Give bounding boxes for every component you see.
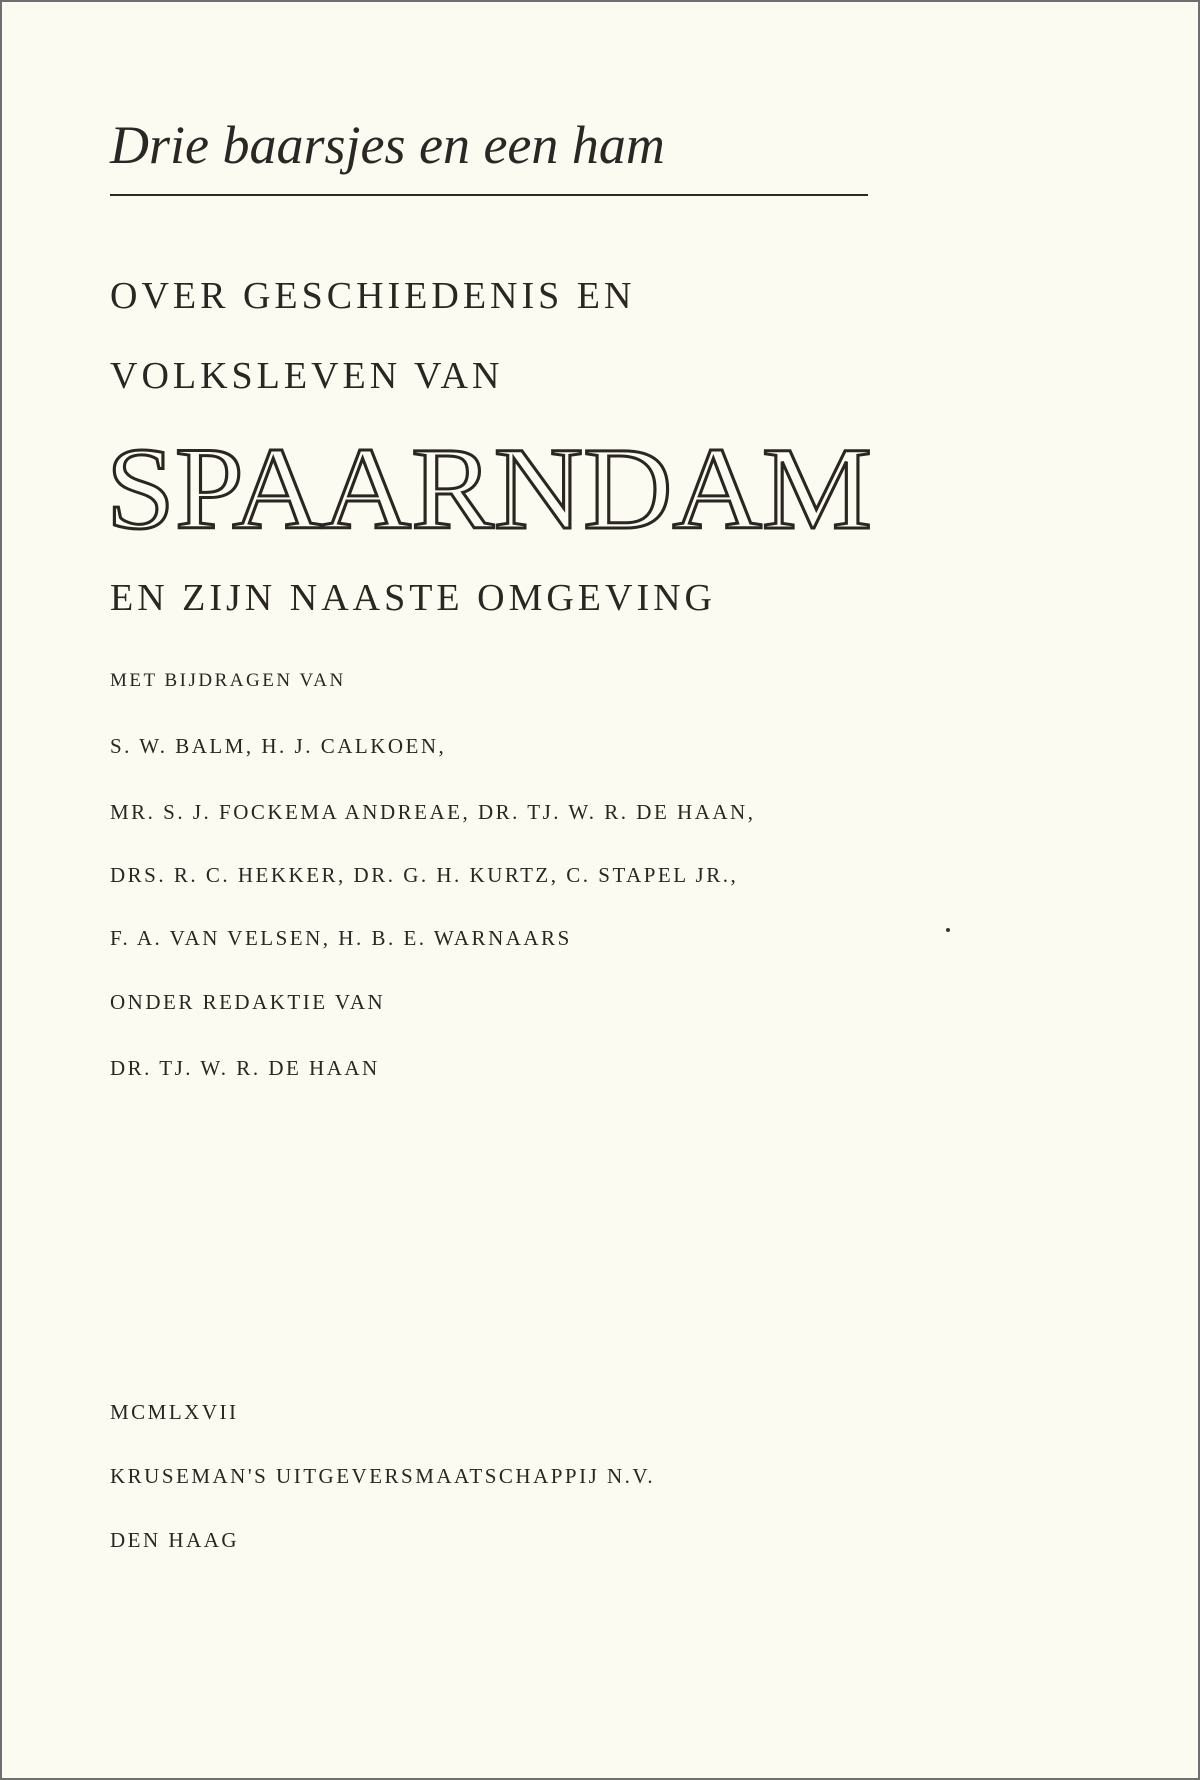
italic-title: Drie baarsjes en een ham: [110, 115, 665, 175]
paper-speck: [946, 928, 950, 932]
subtitle-line-2: VOLKSLEVEN VAN: [110, 355, 504, 397]
contributors-heading: MET BIJDRAGEN VAN: [110, 670, 346, 691]
editor-name: DR. TJ. W. R. DE HAAN: [110, 1056, 380, 1080]
contributor-line-2: MR. S. J. FOCKEMA ANDREAE, DR. TJ. W. R. DE HAAN,: [110, 800, 756, 824]
contributor-line-3: DRS. R. C. HEKKER, DR. G. H. KURTZ, C. STAPEL JR.,: [110, 863, 739, 887]
main-title-text: SPAARNDAM: [106, 432, 872, 542]
title-rule: [110, 194, 868, 196]
publication-city: DEN HAAG: [110, 1528, 240, 1552]
publisher-name: KRUSEMAN'S UITGEVERSMAATSCHAPPIJ N.V.: [110, 1464, 656, 1488]
editor-heading: ONDER REDAKTIE VAN: [110, 990, 386, 1014]
main-title: [106, 432, 876, 542]
subtitle-line-1: OVER GESCHIEDENIS EN: [110, 275, 636, 317]
publication-year: MCMLXVII: [110, 1400, 239, 1424]
subtitle-line-3: EN ZIJN NAASTE OMGEVING: [110, 577, 717, 619]
contributor-line-4: F. A. VAN VELSEN, H. B. E. WARNAARS: [110, 926, 572, 950]
title-page: [2, 2, 1198, 1778]
contributor-line-1: S. W. BALM, H. J. CALKOEN,: [110, 734, 447, 758]
